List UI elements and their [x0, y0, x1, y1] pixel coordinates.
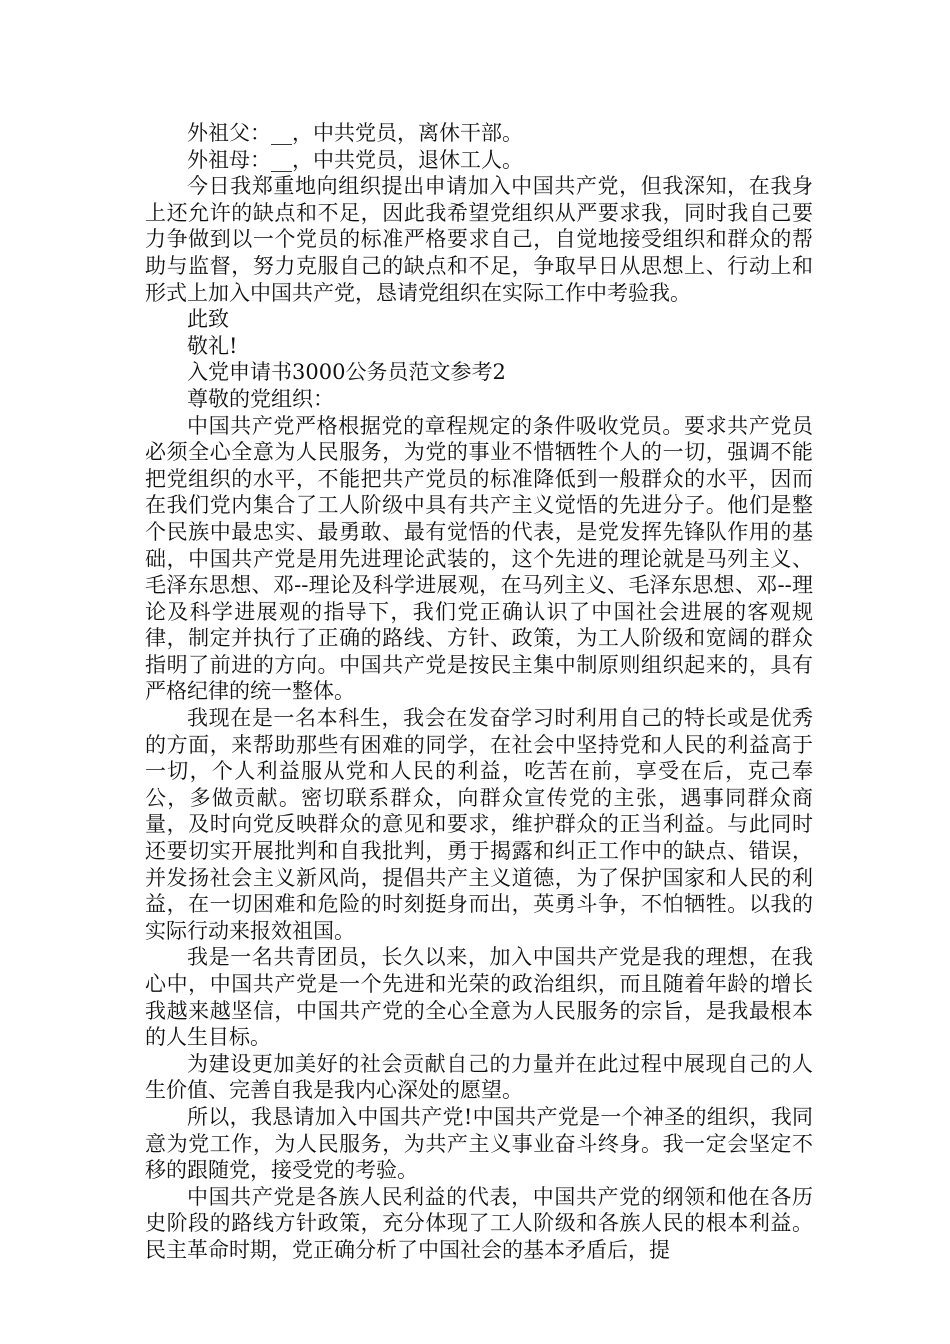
paragraph-party-principles: 中国共产党严格根据党的章程规定的条件吸收党员。要求共产党员必须全心全意为人民服务，为党的事业不惜牺牲个人的一切，强调不能把党组织的水平，不能把共产党员的标准降低到一般群众的水平，因而在我们党内集合了工人阶级中具有共产主义觉悟的先进分子。他们是整个民族中最忠实、最勇敢、最有觉悟的代表，是党发挥先锋队作用的基础，中国共产党是用先进理论武装的，这个先进的理论就是马列主义、毛泽东思想、邓--理论及科学进展观，在马列主义、毛泽东思想、邓--理论及科学进展观的指导下，我们党正确认识了中国社会进展的客观规律，制定并执行了正确的路线、方针、政策，为工人阶级和宽阔的群众指明了前进的方向。中国共产党是按民主集中制原则组织起来的，具有严格纪律的统一整体。: [145, 413, 813, 704]
grandmother-line: 外祖母：__，中共党员，退休工人。: [187, 147, 523, 172]
application-paragraph: 今日我郑重地向组织提出申请加入中国共产党，但我深知，在我身上还允许的缺点和不足，因此我希望党组织从严要求我，同时我自己要力争做到以一个党员的标准严格要求自己，自觉地接受组织和群众的帮助与监督，努力克服自己的缺点和不足，争取早日从思想上、行动上和形式上加入中国共产党，恳请党组织在实际工作中考验我。: [145, 174, 813, 305]
greeting: 尊敬的党组织：: [187, 386, 334, 411]
paragraph-party-representation: 中国共产党是各族人民利益的代表，中国共产党的纲领和他在各历史阶段的路线方针政策，充分体现了工人阶级和各族人民的根本利益。民主革命时期，党正确分析了中国社会的基本矛盾后，提: [145, 1184, 813, 1262]
document-body: [145, 120, 813, 1264]
closing-regards: 敬礼!: [187, 333, 238, 358]
paragraph-request: 所以，我恳请加入中国共产党!中国共产党是一个神圣的组织，我同意为党工作，为人民服务，为共产主义事业奋斗终身。我一定会坚定不移的跟随党，接受党的考验。: [145, 1104, 813, 1183]
paragraph-undergraduate: 我现在是一名本科生，我会在发奋学习时利用自己的特长或是优秀的方面，来帮助那些有困难的同学，在社会中坚持党和人民的利益高于一切，个人利益服从党和人民的利益，吃苦在前，享受在后，克己奉公，多做贡献。密切联系群众，向群众宣传党的主张，遇事同群众商量，及时向党反映群众的意见和要求，维护群众的正当利益。与此同时还要切实开展批判和自我批判，勇于揭露和纠正工作中的缺点、错误，并发扬社会主义新风尚，提倡共产主义道德，为了保护国家和人民的利益，在一切困难和危险的时刻挺身而出，英勇斗争，不怕牺牲。以我的实际行动来报效祖国。: [145, 706, 813, 943]
paragraph-league-member: 我是一名共青团员，长久以来，加入中国共产党是我的理想，在我心中，中国共产党是一个先进和光荣的政治组织，而且随着年龄的增长我越来越坚信，中国共产党的全心全意为人民服务的宗旨，是我最根本的人生目标。: [145, 945, 813, 1050]
closing-salutation: 此致: [187, 307, 229, 332]
grandfather-line: 外祖父：__，中共党员，离休干部。: [187, 121, 523, 145]
paragraph-aspiration: 为建设更加美好的社会贡献自己的力量并在此过程中展现自己的人生价值、完善自我是我内心深处的愿望。: [145, 1051, 813, 1103]
section-title: 入党申请书3000公务员范文参考2: [187, 360, 506, 385]
